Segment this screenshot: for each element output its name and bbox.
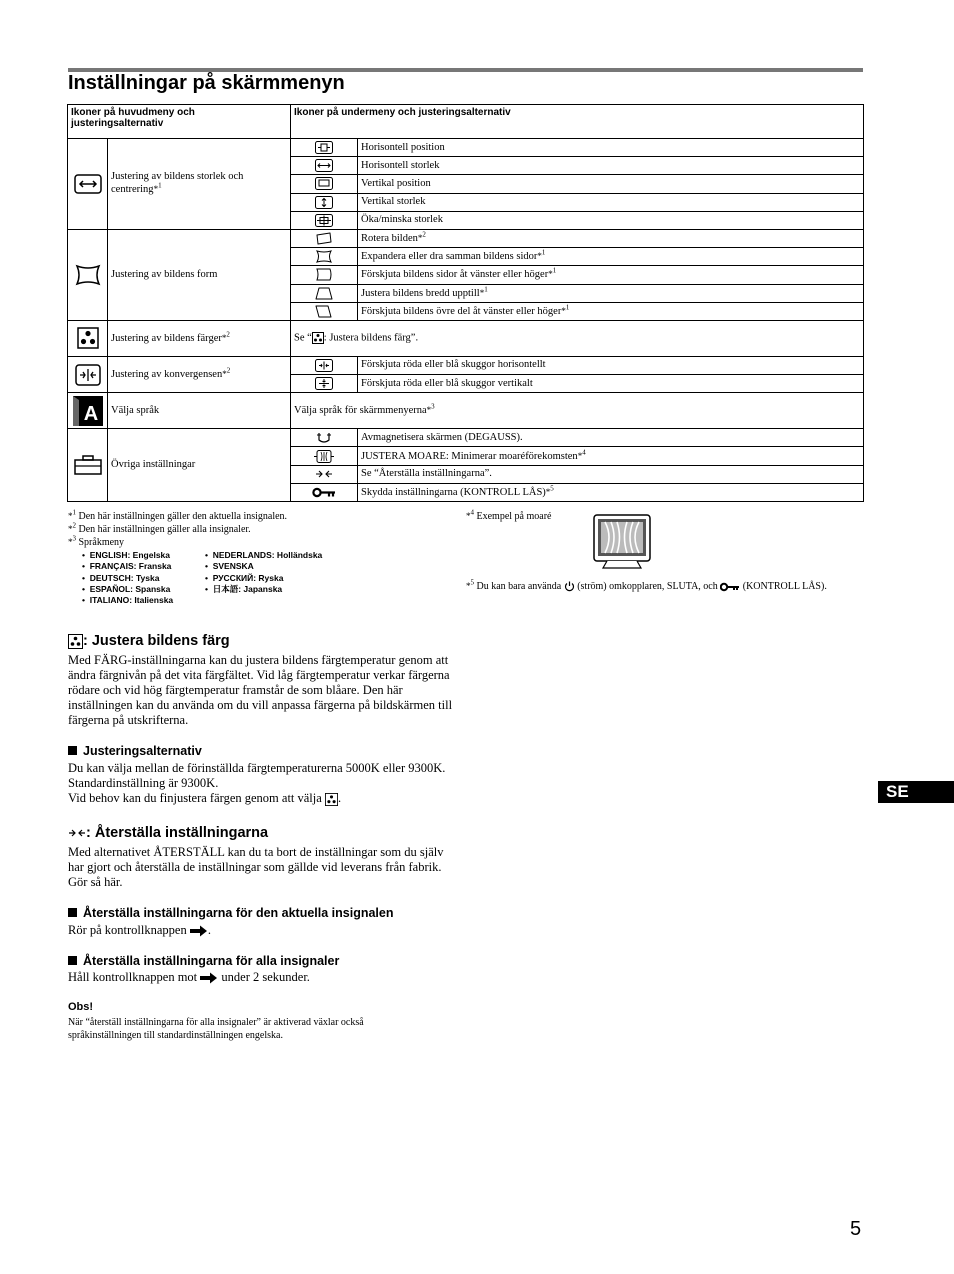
color-section-heading (68, 633, 230, 649)
sub-menu-label: Skydda inställningarna (KONTROLL LÅS)*$^5$ (358, 483, 864, 501)
language-item: ITALIANO: Italienska (89, 595, 174, 606)
sub-menu-icon-cell (291, 193, 358, 211)
sub-menu-label (358, 157, 864, 175)
main-menu-icon-cell (68, 429, 108, 502)
sub-menu-label (358, 211, 864, 229)
v-size-icon (315, 197, 333, 208)
sub-menu-label-text: Förskjuta bildens övre del åt vänster eller höger (361, 305, 562, 317)
reset-sub2-body (68, 970, 454, 985)
footnote-2: *$^2$ Den här inställningen gäller alla insignaler. (68, 521, 251, 535)
zoom-icon (315, 215, 333, 226)
list-item: • ENGLISH: Engelska (82, 550, 171, 560)
sub-menu-icon-cell (291, 429, 358, 447)
sub-menu-icon-cell (291, 284, 358, 302)
sub-menu-icon-cell (291, 211, 358, 229)
description-text: Välja språk för skärmmenyerna (294, 405, 427, 417)
color-sub-heading: Justeringsalternativ (68, 744, 202, 758)
degauss-icon (315, 432, 333, 443)
key-icon (720, 581, 740, 592)
sub-menu-label-text: Horisontell position (361, 141, 445, 153)
sub-menu-icon-cell (291, 375, 358, 393)
sub-menu-label: JUSTERA MOARE: Minimerar moaréförekomsten*$^4$ (358, 447, 864, 465)
main-menu-label-text: Justering av bildens storlek och centrering (111, 171, 244, 196)
list-item: • NEDERLANDS: Holländska (205, 550, 323, 560)
sub-menu-label-text: Horisontell storlek (361, 159, 440, 171)
reset-sub2-heading: Återställa inställningarna för alla insignaler (68, 954, 339, 968)
sub-menu-label: Justera bildens bredd upptill*$^1$ (358, 284, 864, 302)
sub-menu-icon-cell (291, 266, 358, 284)
pincushion-icon (315, 251, 333, 262)
color-sub-body: Du kan välja mellan de förinställda färgtemperaturerna 5000K eller 9300K. Standardinställning är 9300K. Vid behov kan du finjustera färgen genom att välja . (68, 761, 446, 805)
reset-heading-text: : Återställa inställningarna (86, 825, 269, 841)
main-menu-label-text: Justering av konvergensen (111, 369, 223, 381)
footnote-1-text: Den här inställningen gäller den aktuella insignalen. (78, 511, 288, 522)
color-body: Med FÄRG-inställningarna kan du justera bildens färgtemperatur genom att ändra färgnivån på det vita färgfältet. Vid låg färgtemperatur verkar färgerna rödare och vid hög färgtemperatur framstår de som blåare. Den här inställningen kan du använda om du vill anpassa färgerna på bildskärmen till färgerna på utskrifterna. (68, 653, 453, 727)
sub-menu-label (358, 175, 864, 193)
table-row (68, 139, 864, 157)
main-menu-label: Justering av bildens färger*$^2$ (108, 320, 291, 356)
reset-body: Med alternativet ÅTERSTÄLL kan du ta bort de inställningar som du själv har gjort och återställa de inställningar som gällde vid leverans från fabrik. Gör så här. (68, 845, 444, 889)
main-menu-label: Justering av bildens storlek och centrering*$^1$ (108, 139, 291, 230)
sub-menu-description: Välja språk för skärmmenyerna*$^3$ (291, 393, 864, 429)
color-icon-inline (325, 791, 338, 805)
sub-menu-label: Förskjuta bildens sidor åt vänster eller höger*$^1$ (358, 266, 864, 284)
footnote-2-text: Den här inställningen gäller alla insignaler. (78, 524, 251, 535)
footnote-5: *$^5$ Du kan bara använda (ström) omkopplaren, SLUTA, och (KONTROLL LÅS). (466, 578, 827, 592)
h-position-icon (315, 142, 333, 153)
sub-menu-label (358, 465, 864, 483)
arrow-right-icon (190, 923, 208, 937)
menu-table (67, 104, 864, 502)
footnote-1: *$^1$ Den här inställningen gäller den aktuella insignalen. (68, 508, 288, 522)
keystone-icon (315, 288, 333, 299)
v-convergence-icon (315, 378, 333, 389)
sub-menu-label-text: Förskjuta röda eller blå skuggor vertikalt (361, 377, 533, 389)
main-menu-label-text: Välja språk (111, 404, 160, 416)
note-heading: Obs! (68, 1001, 94, 1013)
sub-menu-label-text: Vertikal position (361, 177, 431, 189)
list-item: • ESPAÑOL: Spanska (82, 583, 171, 594)
size-center-icon (74, 178, 102, 189)
main-menu-icon-cell (68, 356, 108, 392)
sub-menu-icon-cell (291, 447, 358, 465)
sub-menu-icon-cell (291, 157, 358, 175)
main-menu-label (108, 229, 291, 320)
moire-example-image (593, 514, 651, 572)
color-icon (68, 633, 83, 649)
page-number: 5 (850, 1218, 862, 1240)
geometry-icon (75, 269, 101, 280)
list-item: • DEUTSCH: Tyska (82, 572, 160, 583)
table-row (68, 356, 864, 374)
language-item: ESPAÑOL: Spanska (89, 583, 171, 594)
language-item: DEUTSCH: Tyska (89, 572, 160, 583)
sub-menu-icon-cell (291, 302, 358, 320)
language-list (82, 550, 458, 606)
main-menu-label (108, 429, 291, 502)
main-menu-label-text: Justering av bildens färger (111, 332, 222, 344)
main-menu-label-text: Justering av bildens form (111, 268, 218, 280)
v-position-icon (315, 178, 333, 189)
sub-menu-label-text: Rotera bilden (361, 233, 418, 245)
note-body: När “återställ inställningarna för alla insignaler” är aktiverad växlar också språkinställningen till standardinställningen engelska. (68, 1017, 364, 1041)
key-icon (312, 486, 336, 497)
footnote-4: *$^4$ Exempel på moaré (466, 508, 552, 522)
language-icon (73, 402, 103, 425)
sub-menu-icon-cell (291, 229, 358, 247)
reset-icon (68, 825, 86, 841)
header-sub: Ikoner på undermeny och justeringsalternativ (291, 105, 864, 139)
main-menu-label: Justering av konvergensen*$^2$ (108, 356, 291, 392)
language-item: ENGLISH: Engelska (89, 550, 171, 560)
sub-menu-label-text: Förskjuta bildens sidor åt vänster eller höger (361, 269, 549, 281)
header-main: Ikoner på huvudmeny och justeringsalternativ (68, 105, 291, 139)
footnote-5-text-b: (ström) omkopplaren, SLUTA, och (577, 581, 718, 592)
main-menu-icon-cell (68, 320, 108, 356)
color-icon (77, 333, 99, 344)
list-item: • РУССКИЙ: Ryska (205, 572, 284, 583)
arrow-right-icon (200, 970, 218, 984)
sub-menu-label-text: Förskjuta röda eller blå skuggor horisontellt (361, 359, 546, 371)
rotation-icon (315, 233, 333, 244)
language-list-left (82, 550, 205, 606)
sub-menu-icon-cell (291, 248, 358, 266)
color-heading-text: : Justera bildens färg (83, 633, 230, 649)
footnote-5-text-c: (KONTROLL LÅS). (742, 581, 827, 592)
pin-balance-icon (315, 269, 333, 280)
color-sub-body-text: Du kan välja mellan de förinställda färgtemperaturerna 5000K eller 9300K. Standardinställning är 9300K. (68, 761, 446, 790)
sub-menu-label: Expandera eller dra samman bildens sidor*$^1$ (358, 248, 864, 266)
sub-menu-label (358, 375, 864, 393)
table-row (68, 229, 864, 247)
reset-section-heading (68, 825, 268, 841)
sub-menu-label-text: Se “Återställa inställningarna”. (361, 468, 492, 480)
reset-sub2-body-text-b: under 2 sekunder. (221, 970, 310, 984)
sub-menu-label (358, 356, 864, 374)
main-menu-icon-cell (68, 139, 108, 230)
sub-menu-label: Rotera bilden*$^2$ (358, 229, 864, 247)
sub-menu-icon-cell (291, 483, 358, 501)
footnotes-left (68, 510, 458, 606)
footnote-3-text: Språkmeny (78, 537, 125, 548)
reference-text-before: Se “ (294, 332, 312, 344)
reset-sub1-body-text: Rör på kontrollknappen (68, 923, 187, 937)
moire-icon (314, 450, 334, 461)
language-item: NEDERLANDS: Holländska (212, 550, 323, 560)
svg-text:A: A (83, 402, 98, 425)
sub-menu-label-text: Expandera eller dra samman bildens sidor (361, 251, 538, 263)
reset-icon (315, 468, 333, 479)
table-row (68, 320, 864, 356)
sub-menu-label (358, 429, 864, 447)
sub-menu-icon-cell (291, 356, 358, 374)
sub-menu-label-text: Justera bildens bredd upptill (361, 287, 480, 299)
main-menu-label-text: Övriga inställningar (111, 459, 196, 471)
sub-menu-label-text: JUSTERA MOARE: Minimerar moaréförekomsten (361, 450, 578, 462)
sub-menu-label: Förskjuta bildens övre del åt vänster eller höger*$^1$ (358, 302, 864, 320)
key-balance-icon (315, 306, 333, 317)
table-row (68, 393, 864, 429)
sub-menu-icon-cell (291, 139, 358, 157)
sub-menu-label-text: Avmagnetisera skärmen (DEGAUSS). (361, 431, 523, 443)
language-tab: SE (878, 781, 954, 803)
power-icon (564, 581, 575, 592)
list-item: • SVENSKA (205, 561, 254, 572)
color-icon (312, 333, 324, 344)
main-menu-icon-cell (68, 393, 108, 429)
language-item: FRANÇAIS: Franska (89, 561, 172, 572)
list-item: • FRANÇAIS: Franska (82, 561, 172, 572)
color-sub-body2-text: Vid behov kan du finjustera färgen genom att välja (68, 791, 322, 805)
h-convergence-icon (315, 360, 333, 371)
table-row (68, 429, 864, 447)
list-item: • 日本語: Japanska (205, 583, 283, 594)
language-item: SVENSKA (212, 561, 254, 572)
sub-menu-label-text: Öka/minska storlek (361, 214, 443, 226)
sub-menu-icon-cell (291, 175, 358, 193)
main-menu-label (108, 393, 291, 429)
list-item: • ITALIANO: Italienska (82, 595, 174, 606)
sub-menu-label-text: Skydda inställningarna (KONTROLL LÅS) (361, 486, 546, 498)
convergence-icon (75, 369, 101, 380)
sub-menu-label (358, 193, 864, 211)
reference-text-after: : Justera bildens färg”. (323, 332, 419, 344)
reset-sub2-body-text-a: Håll kontrollknappen mot (68, 970, 198, 984)
reset-sub1-body: Rör på kontrollknappen . (68, 923, 211, 937)
footnote-5-text-a: Du kan bara använda (476, 581, 562, 592)
page-title: Inställningar på skärmmenyn (68, 72, 345, 94)
options-icon (74, 460, 102, 471)
footnote-4-text: Exempel på moaré (476, 511, 552, 522)
sub-menu-label-text: Vertikal storlek (361, 196, 426, 208)
language-item: РУССКИЙ: Ryska (212, 572, 284, 583)
language-item: 日本語: Japanska (212, 583, 283, 594)
footnote-3: *$^3$ Språkmeny (68, 534, 125, 548)
reset-sub1-heading: Återställa inställningarna för den aktuella insignalen (68, 906, 394, 920)
sub-menu-icon-cell (291, 465, 358, 483)
language-list-right (205, 550, 322, 606)
h-size-icon (315, 160, 333, 171)
sub-menu-reference (291, 320, 864, 356)
sub-menu-label (358, 139, 864, 157)
main-menu-icon-cell (68, 229, 108, 320)
